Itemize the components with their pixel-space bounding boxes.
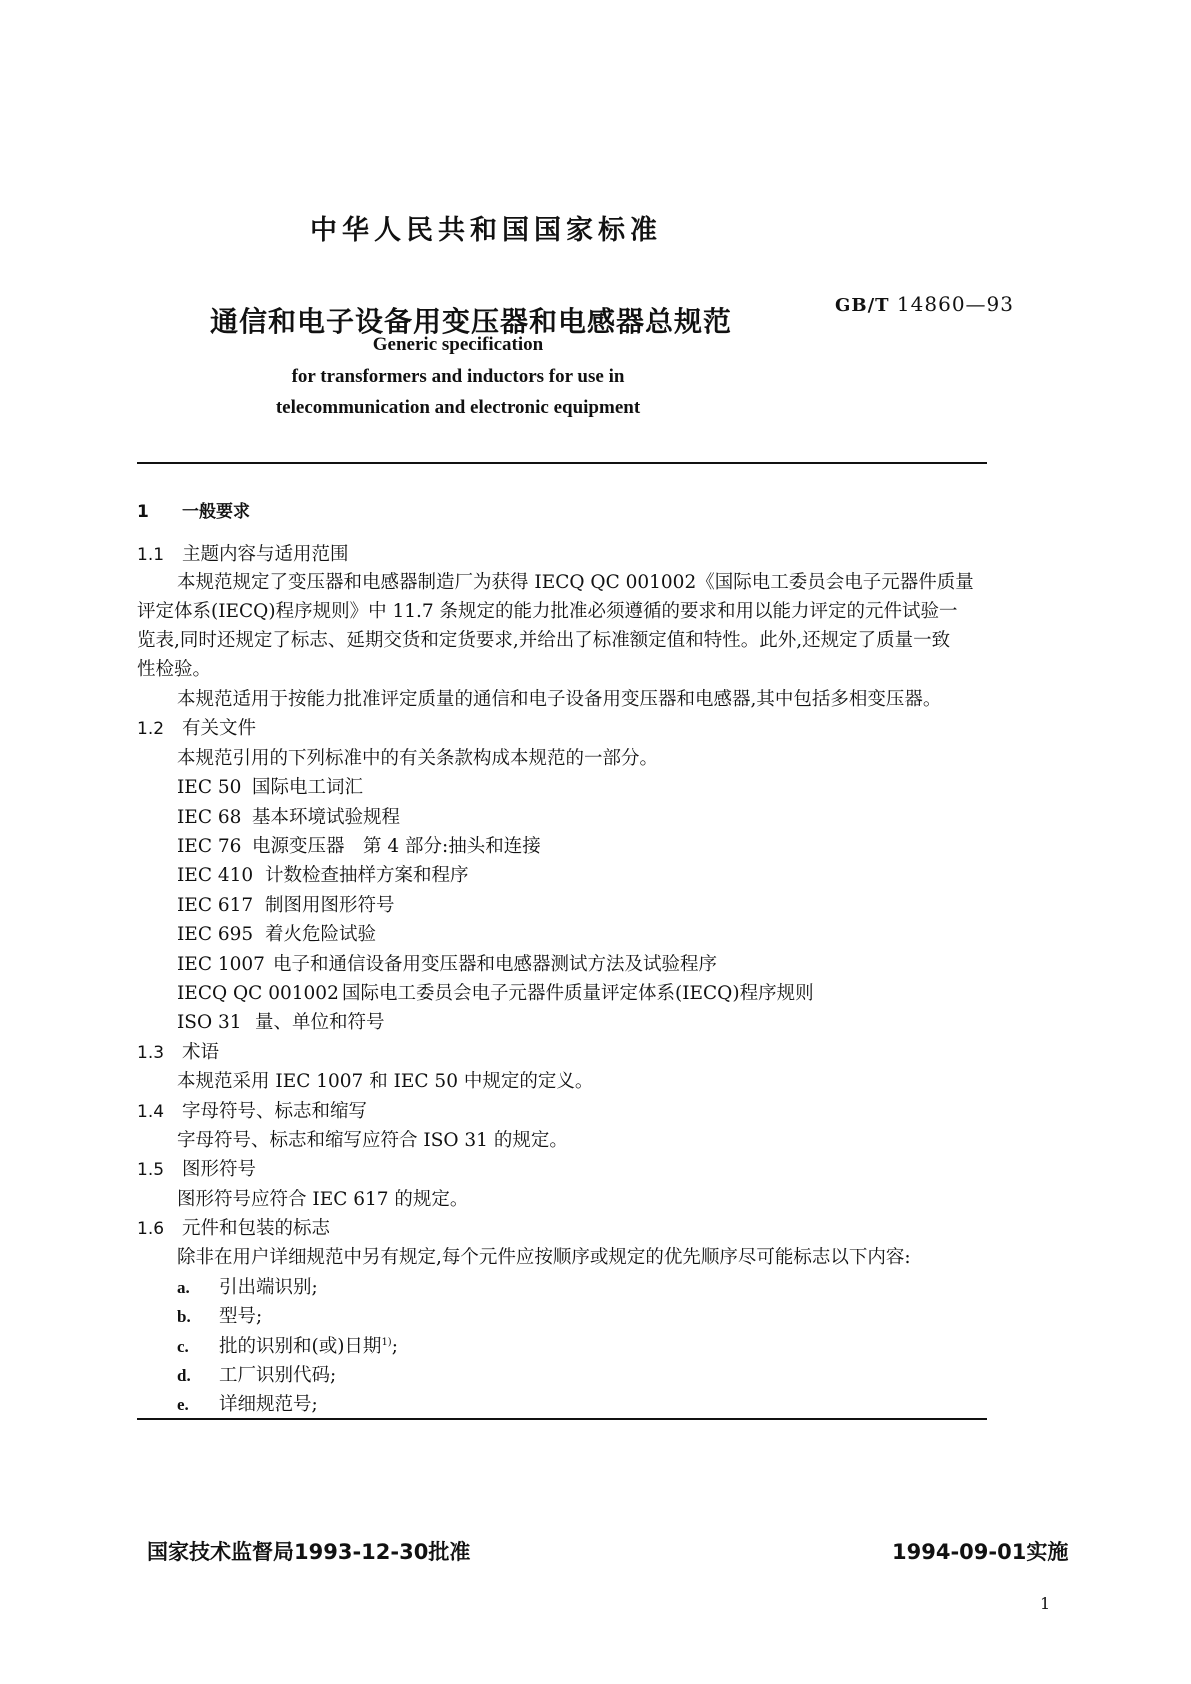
footnote-marker: 1) [381,1336,392,1348]
subsection-title: 图形符号 [182,1159,257,1180]
subsection-number: 1.2 [137,719,165,739]
reference-code: IEC 1007 [177,954,265,975]
subsection-1-2-heading [137,714,256,740]
reference-code: ISO 31 [177,1012,242,1033]
subsection-title: 元件和包装的标志 [182,1218,331,1239]
subsection-title: 术语 [182,1042,220,1063]
title-en-line-1: Generic specification [372,334,544,355]
document-title-cn: 通信和电子设备用变压器和电感器总规范 [210,305,733,338]
list-item-text: 批的识别和(或)日期 [219,1336,382,1357]
list-item [177,1302,262,1328]
reference-code: IEC 68 [177,807,242,828]
approval-statement: 国家技术监督局1993-12-30批准 [147,1540,471,1564]
subsection-number: 1.3 [137,1043,165,1063]
list-item-label: c. [177,1337,189,1356]
subsection-1-6-heading [137,1214,330,1240]
list-item [177,1390,318,1416]
list-item-text: 工厂识别代码; [219,1365,337,1386]
paragraph-line: 本规范采用 IEC 1007 和 IEC 50 中规定的定义。 [177,1071,594,1092]
reference-item [177,1008,385,1034]
reference-item [177,861,469,887]
reference-code: IEC 76 [177,836,242,857]
reference-item [177,773,363,799]
reference-title: 量、单位和符号 [255,1012,385,1033]
reference-title: 国际电工词汇 [252,777,364,798]
subsection-number: 1.1 [137,545,165,565]
list-item-label: b. [177,1307,191,1326]
paragraph-line: 本规范引用的下列标准中的有关条款构成本规范的一部分。 [177,748,659,769]
standard-code: 14860—93 [896,292,1014,316]
reference-title: 基本环境试验规程 [252,807,401,828]
paragraph-line: 除非在用户详细规范中另有规定,每个元件应按顺序或规定的优先顺序尽可能标志以下内容: [177,1247,911,1268]
subsection-1-1-heading [137,540,349,566]
reference-title: 制图用图形符号 [265,895,395,916]
list-item-label: a. [177,1278,190,1297]
standard-number [835,292,1014,316]
reference-code: IEC 617 [177,895,254,916]
list-item-label: d. [177,1366,191,1385]
paragraph-line: 字母符号、标志和缩写应符合 ISO 31 的规定。 [177,1130,568,1151]
footer-divider [137,1418,987,1420]
reference-item [177,920,376,946]
reference-title: 着火危险试验 [265,924,377,945]
title-en-line-3: telecommunication and electronic equipment [275,397,641,418]
reference-title: 国际电工委员会电子元器件质量评定体系(IECQ)程序规则 [342,983,814,1004]
list-item [177,1332,398,1358]
paragraph-line: 览表,同时还规定了标志、延期交货和定货要求,并给出了标准额定值和特性。此外,还规定了质量一致 [137,630,951,651]
subsection-1-5-heading [137,1155,256,1181]
paragraph-line: 图形符号应符合 IEC 617 的规定。 [177,1189,469,1210]
paragraph-line: 本规范规定了变压器和电感器制造厂为获得 IECQ QC 001002《国际电工委员会电子元器件质量 [177,572,974,593]
effective-date: 1994-09-01实施 [892,1540,1069,1564]
list-item-label: e. [177,1395,189,1414]
reference-title: 电子和通信设备用变压器和电感器测试方法及试验程序 [273,954,718,975]
list-item [177,1361,336,1387]
list-item-text: 型号; [219,1306,263,1327]
page-number: 1 [1040,1594,1051,1613]
section-number: 1 [137,502,149,522]
subsection-number: 1.5 [137,1160,165,1180]
national-standard-heading: 中华人民共和国国家标准 [310,215,662,246]
paragraph-line: 性检验。 [137,659,212,680]
subsection-number: 1.4 [137,1102,165,1122]
reference-item [177,891,395,917]
paragraph-line: 本规范适用于按能力批准评定质量的通信和电子设备用变压器和电感器,其中包括多相变压器。 [177,689,942,710]
reference-code: IEC 50 [177,777,242,798]
section-title: 一般要求 [182,502,250,522]
reference-title: 电源变压器 第 4 部分:抽头和连接 [252,836,541,857]
subsection-1-3-heading [137,1038,219,1064]
list-item-text: 引出端识别; [219,1277,318,1298]
subsection-title: 主题内容与适用范围 [182,544,349,565]
header-divider [137,462,987,464]
reference-code: IEC 410 [177,865,254,886]
section-1-heading [137,497,250,522]
paragraph-line: 评定体系(IECQ)程序规则》中 11.7 条规定的能力批准必须遵循的要求和用以能力评定的元件试验一 [137,601,958,622]
standard-prefix: GB/T [835,295,890,316]
reference-item [177,832,541,858]
list-item-punct: ; [391,1336,398,1357]
list-item [177,1273,318,1299]
reference-item [177,950,717,976]
subsection-title: 有关文件 [182,718,257,739]
reference-item [177,979,814,1005]
reference-item [177,803,400,829]
reference-code: IEC 695 [177,924,254,945]
list-item-text: 详细规范号; [219,1394,318,1415]
subsection-title: 字母符号、标志和缩写 [182,1101,368,1122]
subsection-1-4-heading [137,1097,367,1123]
reference-code: IECQ QC 001002 [177,983,339,1004]
subsection-number: 1.6 [137,1219,165,1239]
title-en-line-2: for transformers and inductors for use in [291,366,625,387]
reference-title: 计数检查抽样方案和程序 [265,865,469,886]
